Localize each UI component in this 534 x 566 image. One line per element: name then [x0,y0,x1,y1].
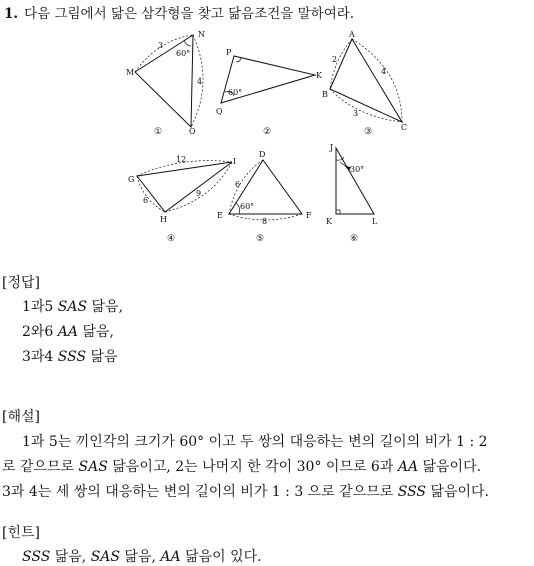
explanation-condition: AA [397,459,419,475]
hint-text: 닮음이 있다. [180,549,262,565]
vertex-label: P [226,48,232,57]
angle-label: 30° [350,165,365,174]
side-label: 2 [332,55,338,64]
figure-2 [216,48,323,137]
explanation-condition: SSS [397,484,427,500]
explanation-text: 닮음이다. [418,459,482,475]
figure-index: ② [263,127,272,137]
figure-index: ⑥ [350,234,359,244]
side-label: 6 [143,196,149,205]
triangle-figures [0,0,534,250]
explanation-text: 로 같으므로 [2,459,79,475]
vertex-label: Q [216,107,223,116]
angle-label: 60° [240,202,255,211]
vertex-label: I [233,157,237,166]
figure-1 [126,30,205,137]
answer-line [22,346,118,366]
answer-condition: SSS [57,349,87,365]
figure-4 [128,155,236,244]
problem-text: 다음 그림에서 닮은 삼각형을 찾고 닮음조건을 말하여라. [24,6,355,22]
hint-condition: AA [160,549,181,565]
explanation-text: 닮음이고, 2는 나머지 한 각이 30° 이므로 6과 [107,459,398,475]
vertex-label: H [160,215,167,224]
explanation-text: 3과 4는 세 쌍의 대응하는 변의 길이의 비가 1 : 3 으로 같으므로 [2,484,398,500]
answer-text: 2와6 [22,324,58,340]
side-label: 3 [353,109,359,118]
explanation-line-3 [2,481,489,501]
side-label: 3 [158,41,164,50]
vertex-label: N [198,30,205,39]
answer-line [22,321,114,341]
problem-number: 1. [4,6,19,22]
vertex-label: B [322,90,328,99]
figure-6 [326,143,378,244]
figure-index: ⑤ [256,234,265,244]
explanation-line-2 [2,456,481,476]
hint-condition: SSS [22,549,51,565]
angle-label: 60° [176,49,191,58]
figure-index: ① [154,127,163,137]
figure-index: ③ [364,127,373,137]
side-label: 12 [176,155,187,164]
answer-condition: AA [57,324,79,340]
figure-index: ④ [167,234,176,244]
vertex-label: F [306,211,312,220]
answer-text: 1과5 [22,299,58,315]
answer-condition: SAS [57,299,88,315]
vertex-label: E [217,211,223,220]
vertex-label: G [128,175,135,184]
vertex-label: K [326,217,332,226]
vertex-label: C [401,123,408,132]
answer-text: 3과4 [22,349,58,365]
side-label: 4 [381,67,387,76]
answer-line [22,296,123,316]
side-label: 4 [197,77,203,86]
explanation-condition: SAS [78,459,108,475]
angle-label: 60° [228,88,243,97]
answer-text: 닮음, [87,299,124,315]
hint-text: 닮음, [50,549,91,565]
figure-5 [217,150,312,244]
hint-line [22,546,262,566]
explanation-heading: [해설] [2,409,40,425]
figure-3 [322,30,407,137]
explanation-text: 닮음이다. [426,484,490,500]
vertex-label: O [189,127,196,136]
side-label: 6 [235,180,241,189]
vertex-label: L [372,217,378,226]
vertex-label: D [259,150,266,159]
side-label: 8 [262,217,268,226]
explanation-line-1: 1과 5는 끼인각의 크기가 60° 이고 두 쌍의 대응하는 변의 길이의 비가 1 : 2 [22,434,488,450]
vertex-label: M [126,68,135,77]
answer-text: 닮음, [78,324,114,340]
hint-heading: [힌트] [2,525,40,541]
hint-condition: SAS [90,549,120,565]
vertex-label: J [330,143,334,152]
hint-text: 닮음, [119,549,161,565]
side-label: 9 [196,189,202,198]
vertex-label: K [316,71,322,80]
answer-heading: [정답] [2,275,40,291]
vertex-label: A [349,30,355,39]
answer-text: 닮음 [86,349,118,365]
